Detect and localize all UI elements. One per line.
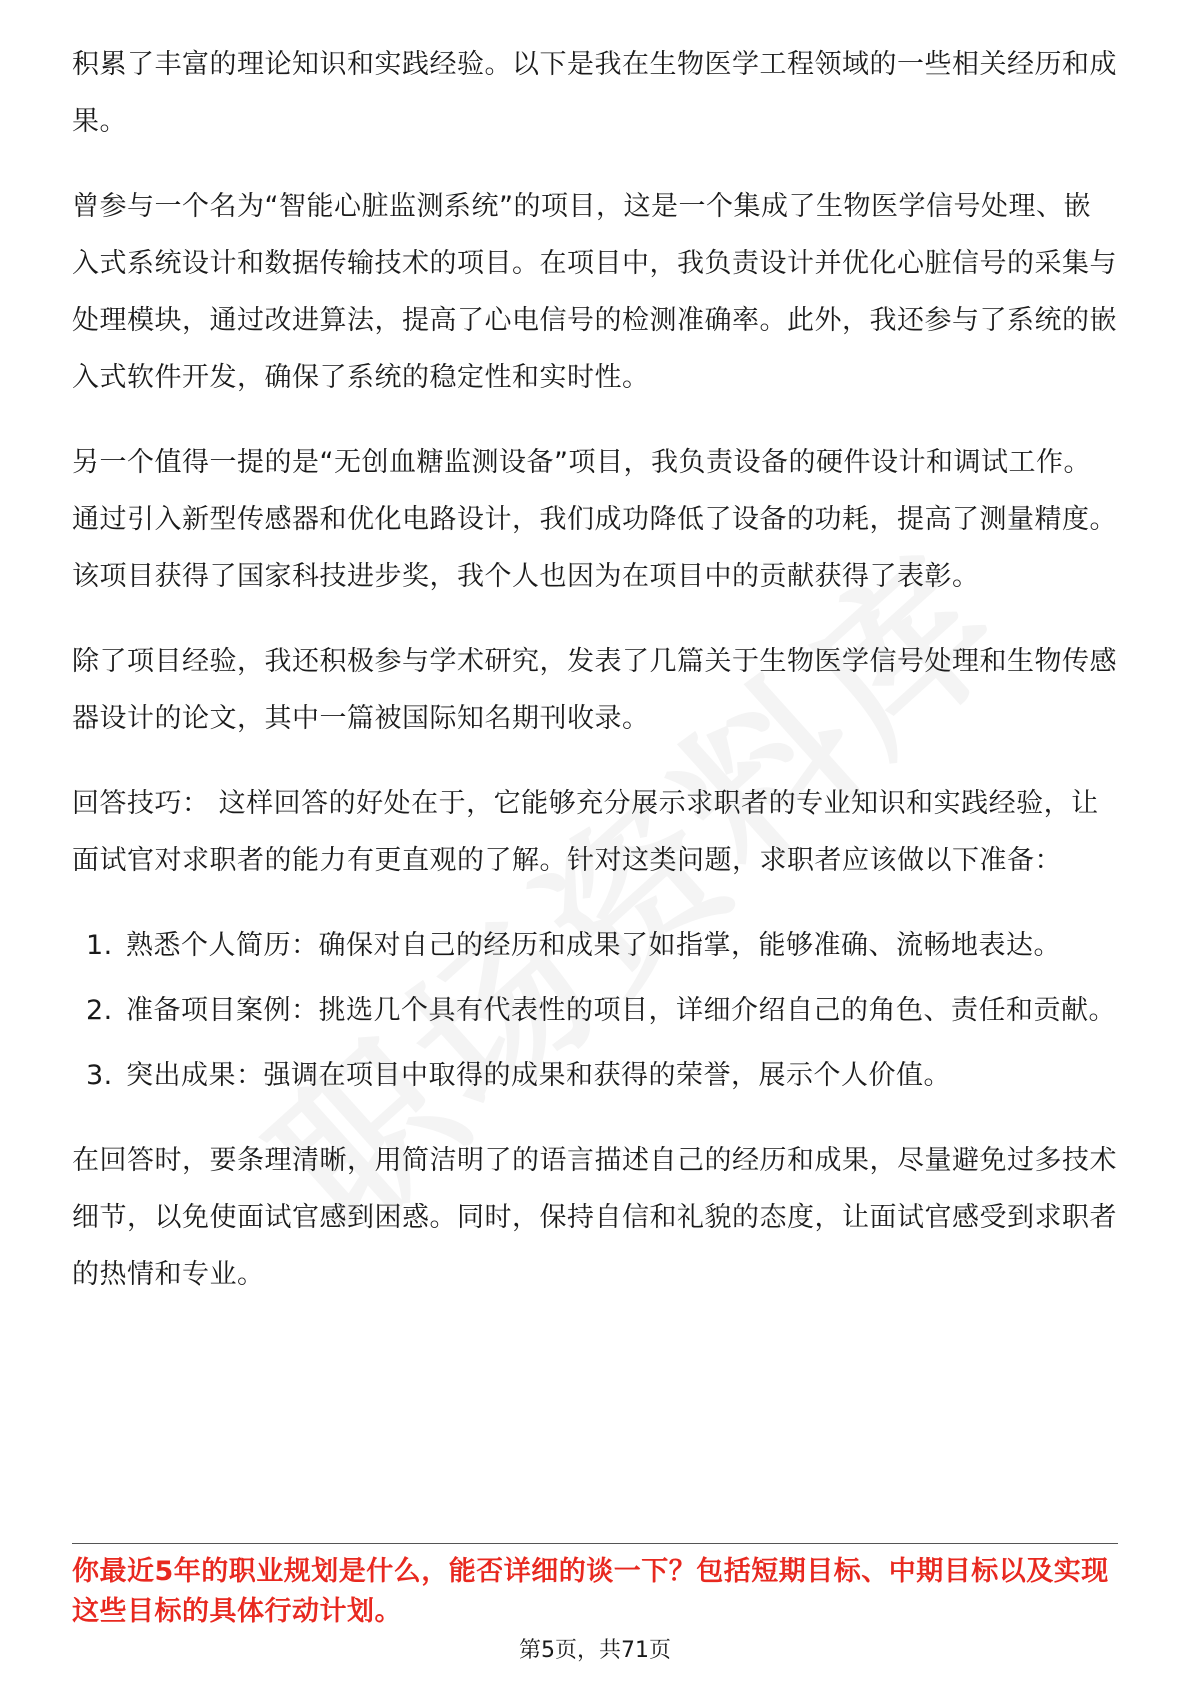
list-number: 3. (86, 1060, 113, 1091)
document-body (72, 36, 1118, 1331)
section-divider (72, 1543, 1118, 1544)
paragraph-project-heart: 曾参与一个名为“智能心脏监测系统”的项目，这是一个集成了生物医学信号处理、嵌入式系统设计和数据传输技术的项目。在项目中，我负责设计并优化心脏信号的采集与处理模块，通过改进算法，提高了心电信号的检测准确率。此外，我还参与了系统的嵌入式软件开发，确保了系统的稳定性和实时性。 (72, 191, 1117, 393)
list-item-text: 突出成果：强调在项目中取得的成果和获得的荣誉，展示个人价值。 (126, 1060, 951, 1091)
paragraph-answer-tips: 回答技巧： 这样回答的好处在于，它能够充分展示求职者的专业知识和实践经验，让面试官对求职者的能力有更直观的了解。针对这类问题，求职者应该做以下准备： (72, 788, 1099, 876)
list-item-text: 熟悉个人简历：确保对自己的经历和成果了如指掌，能够准确、流畅地表达。 (126, 930, 1061, 961)
page-indicator: 第5页，共71页 (519, 1638, 671, 1663)
list-number: 1. (86, 930, 113, 961)
list-item (72, 1047, 1118, 1104)
list-item (72, 917, 1118, 974)
list-item (72, 982, 1118, 1039)
paragraph-closing: 在回答时，要条理清晰，用简洁明了的语言描述自己的经历和成果，尽量避免过多技术细节，以免使面试官感到困惑。同时，保持自信和礼貌的态度，让面试官感受到求职者的热情和专业。 (72, 1145, 1117, 1290)
list-item-text: 准备项目案例：挑选几个具有代表性的项目，详细介绍自己的角色、责任和贡献。 (126, 995, 1116, 1026)
next-question-heading: 你最近5年的职业规划是什么，能否详细的谈一下？包括短期目标、中期目标以及实现这些目标的具体行动计划。 (72, 1556, 1109, 1627)
tips-list (72, 917, 1118, 1104)
paragraph-project-glucose: 另一个值得一提的是“无创血糖监测设备”项目，我负责设备的硬件设计和调试工作。通过引入新型传感器和优化电路设计，我们成功降低了设备的功耗，提高了测量精度。该项目获得了国家科技进步奖，我个人也因为在项目中的贡献获得了表彰。 (72, 447, 1117, 592)
paragraph-research: 除了项目经验，我还积极参与学术研究，发表了几篇关于生物医学信号处理和生物传感器设计的论文，其中一篇被国际知名期刊收录。 (72, 646, 1117, 734)
list-number: 2. (86, 995, 113, 1026)
paragraph-intro: 积累了丰富的理论知识和实践经验。以下是我在生物医学工程领域的一些相关经历和成果。 (72, 49, 1117, 137)
